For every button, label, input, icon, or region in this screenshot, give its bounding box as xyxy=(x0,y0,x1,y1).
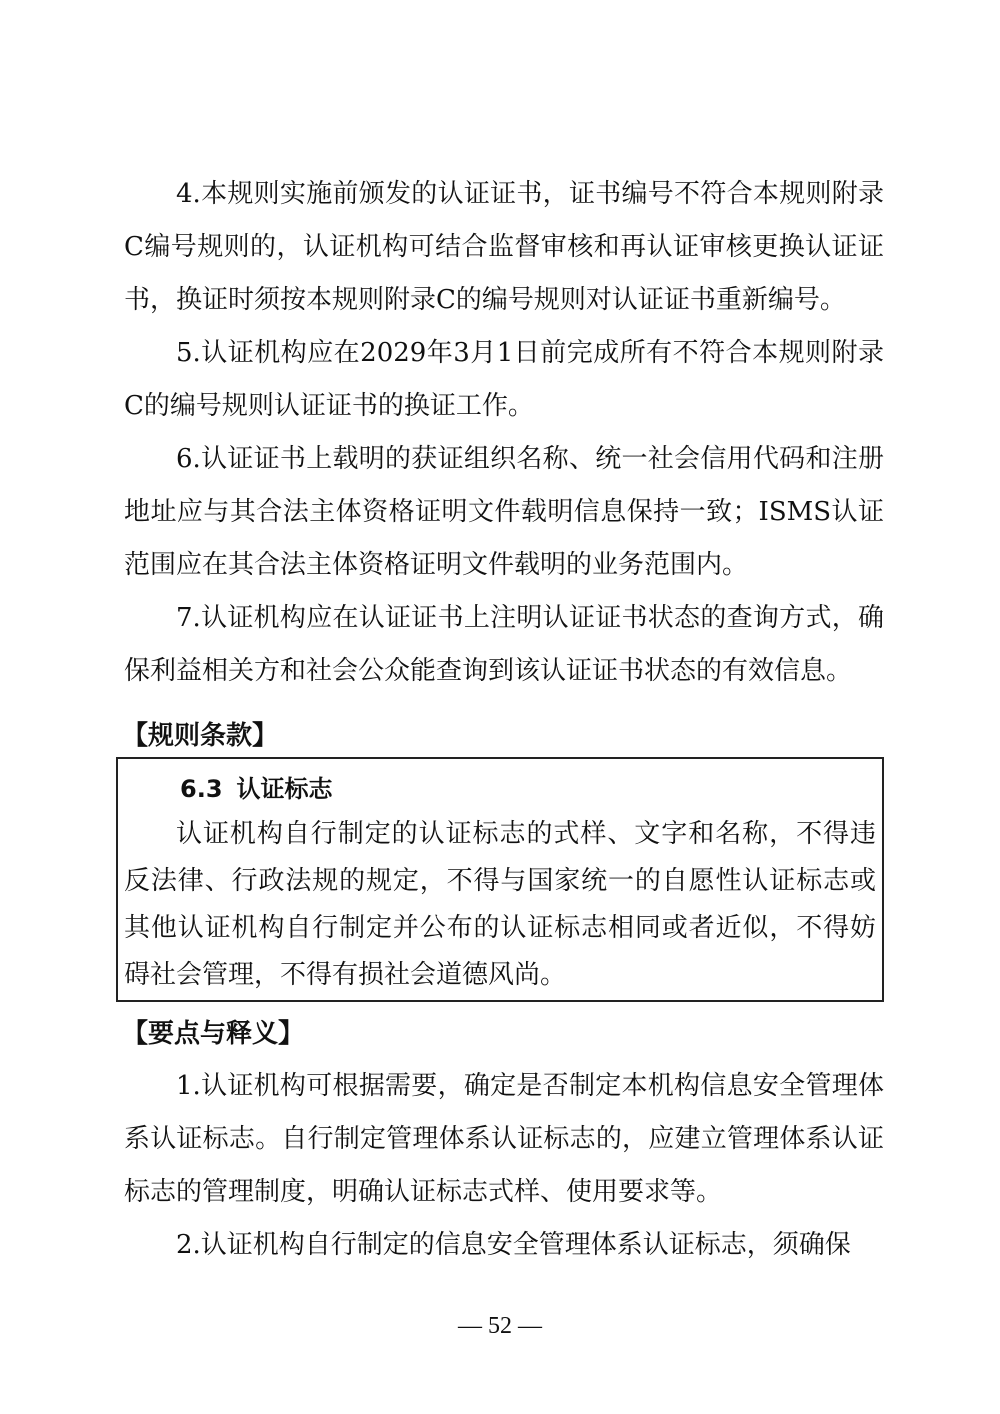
points-heading: 【要点与释义】 xyxy=(122,1019,305,1049)
rule-clause-body: 认证机构自行制定的认证标志的式样、文字和名称，不得违反法律、行政法规的规定，不得与国家统一的自愿性认证标志或其他认证机构自行制定并公布的认证标志相同或者近似，不得妨碍社会管理，不得有损社会道德风尚。 xyxy=(124,819,876,990)
explanation-item-2: 2.认证机构自行制定的信息安全管理体系认证标志，须确保 xyxy=(176,1230,851,1260)
paragraph-item-6: 6.认证证书上载明的获证组织名称、统一社会信用代码和注册地址应与其合法主体资格证明文件载明信息保持一致；ISMS认证范围应在其合法主体资格证明文件载明的业务范围内。 xyxy=(124,444,884,580)
explanation-item-1: 1.认证机构可根据需要，确定是否制定本机构信息安全管理体系认证标志。自行制定管理体系认证标志的，应建立管理体系认证标志的管理制度，明确认证标志式样、使用要求等。 xyxy=(124,1071,884,1207)
rule-clause-title xyxy=(180,767,333,811)
paragraph-item-7: 7.认证机构应在认证证书上注明认证证书状态的查询方式，确保利益相关方和社会公众能查询到该认证证书状态的有效信息。 xyxy=(124,603,884,686)
rule-clause-box xyxy=(116,757,884,1002)
rules-heading: 【规则条款】 xyxy=(122,721,279,751)
paragraph-item-4: 4.本规则实施前颁发的认证证书，证书编号不符合本规则附录C编号规则的，认证机构可结合监督审核和再认证审核更换认证证书，换证时须按本规则附录C的编号规则对认证证书重新编号。 xyxy=(124,179,884,315)
page-number: — 52 — xyxy=(458,1313,542,1339)
paragraph-item-5: 5.认证机构应在2029年3月1日前完成所有不符合本规则附录C的编号规则认证证书的换证工作。 xyxy=(124,338,884,421)
rule-clause-title-text: 认证标志 xyxy=(236,775,333,803)
rule-clause-number: 6.3 xyxy=(180,775,223,803)
